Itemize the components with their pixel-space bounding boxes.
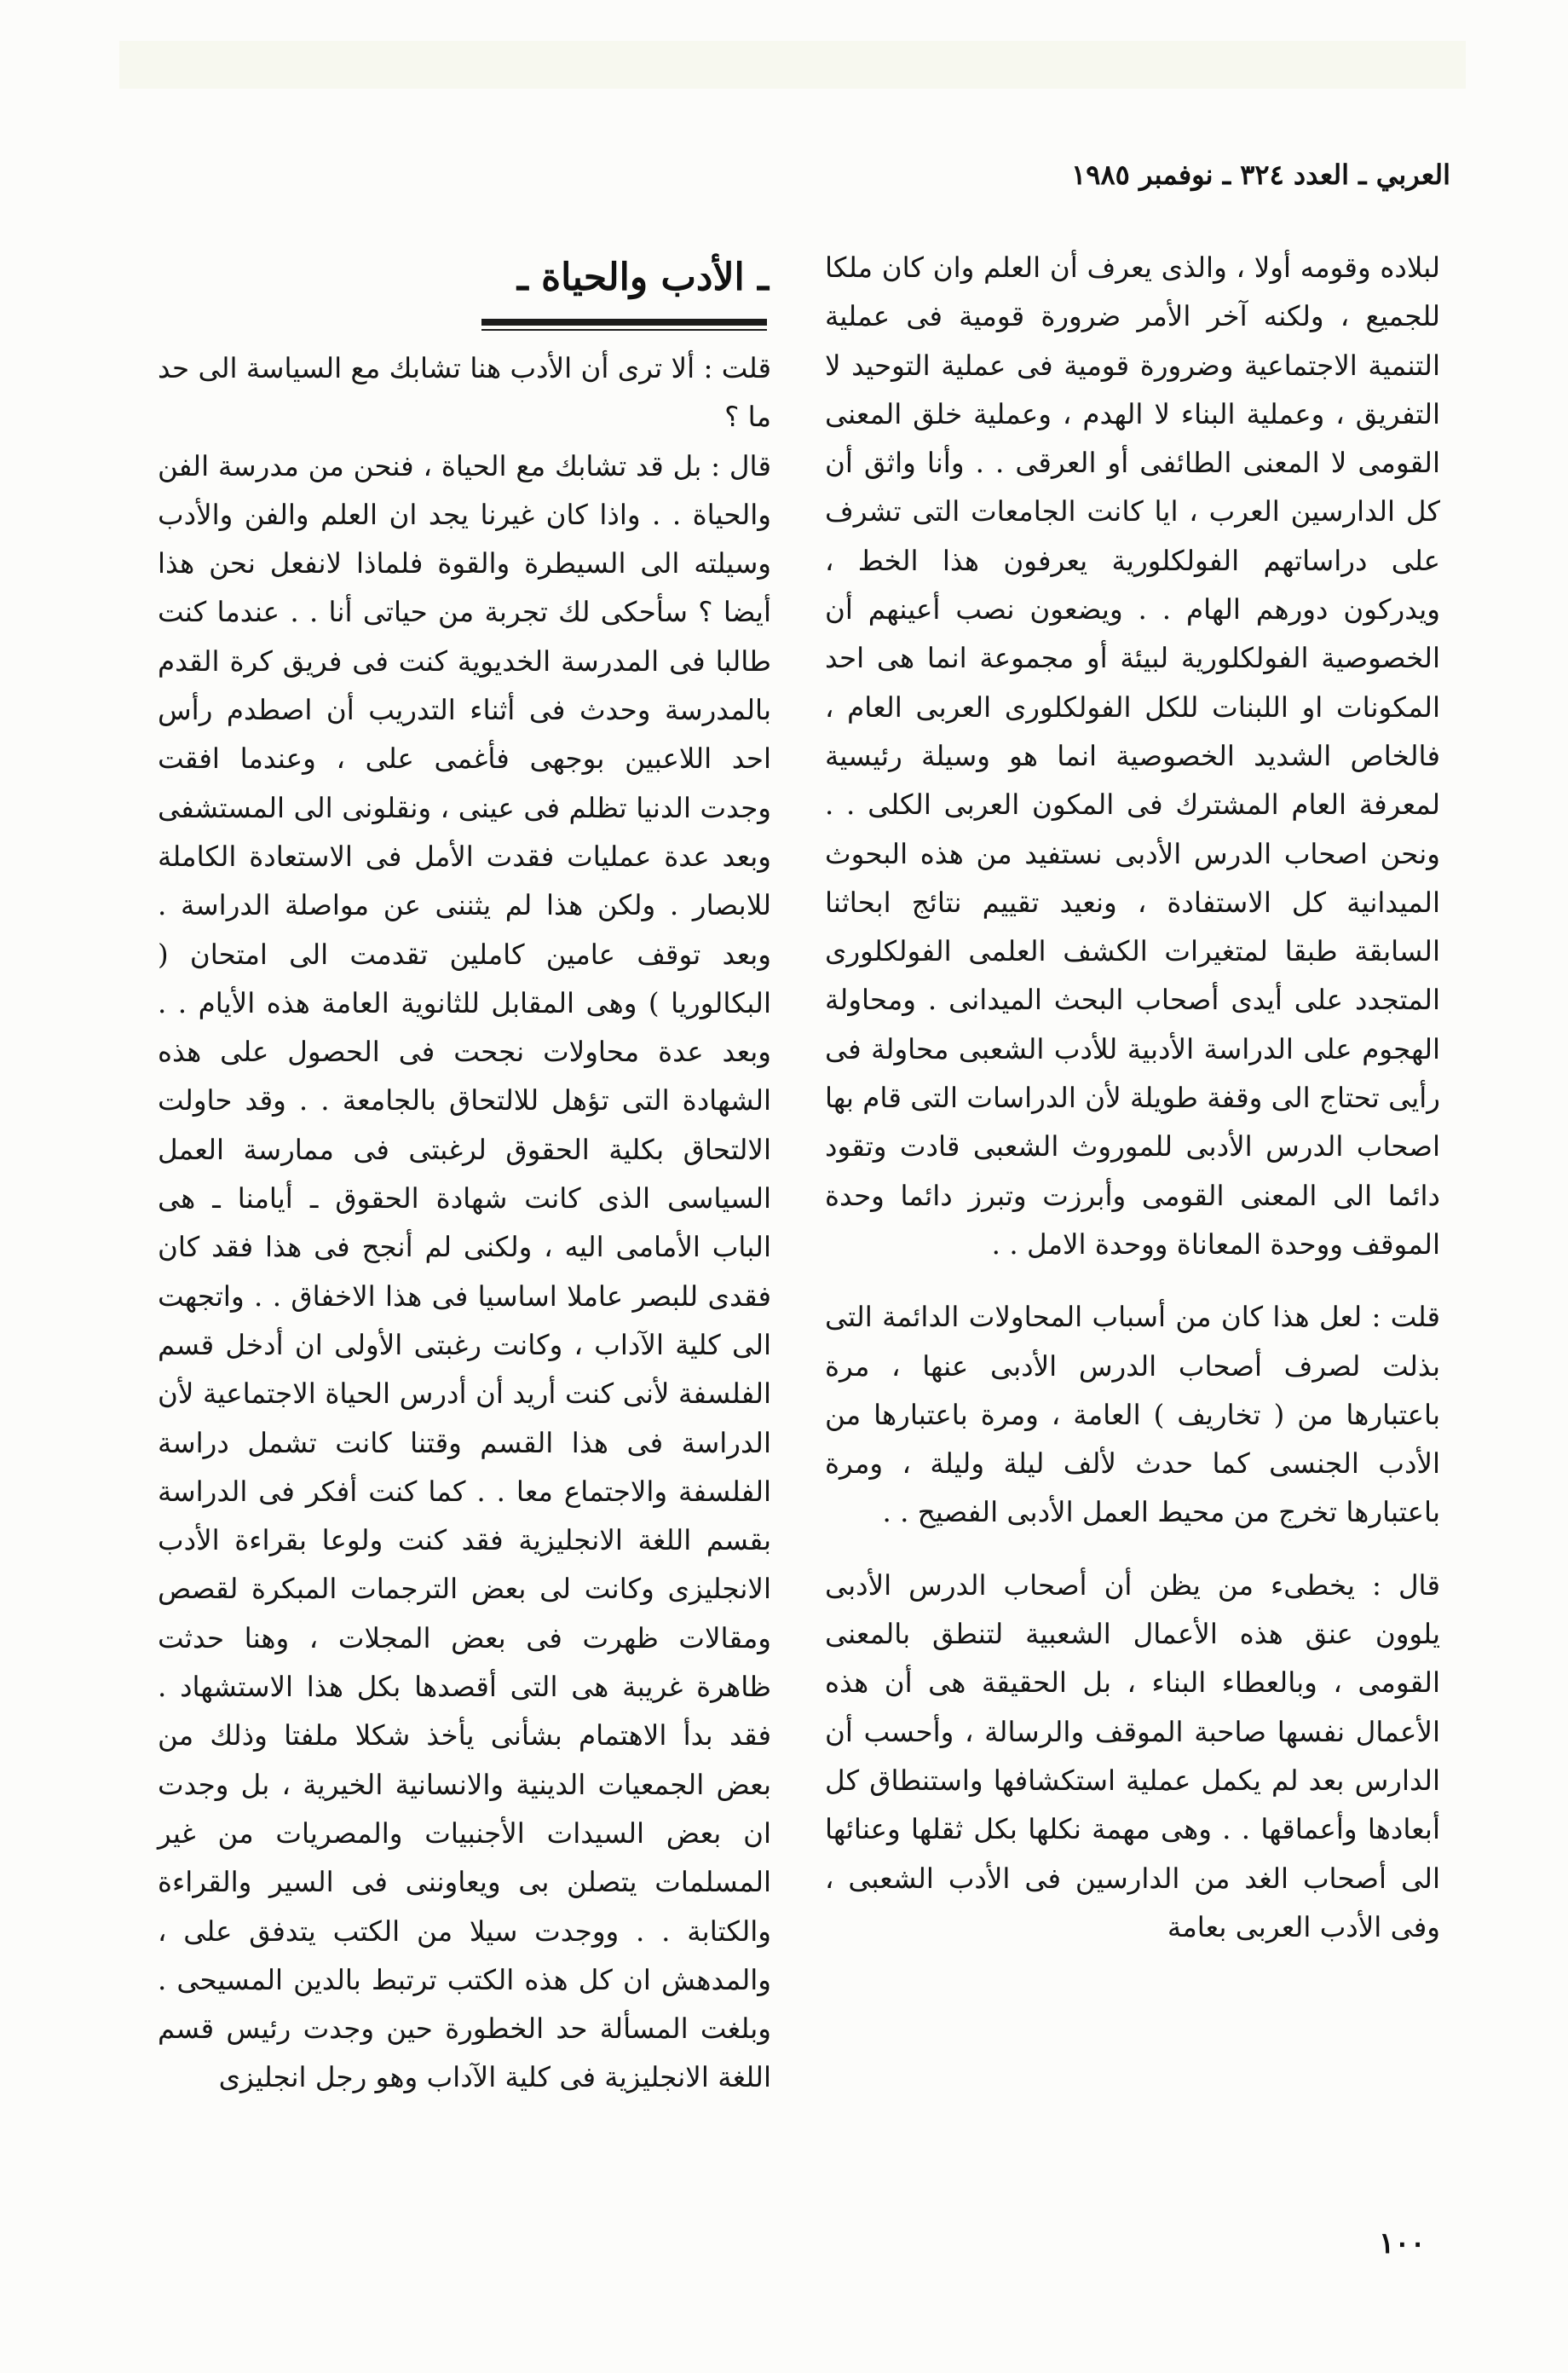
left-paragraph-1: قلت : ألا ترى أن الأدب هنا تشابك مع السياسة الى حد ما ؟ bbox=[158, 352, 771, 434]
right-paragraph-1: لبلاده وقومه أولا ، والذى يعرف أن العلم وان كان ملكا للجميع ، ولكنه آخر الأمر ضرورة قومية فى عملية التنمية الاجتماعية وضرورة قومية فى عملية التوحيد لا التفريق ، وعملية البناء لا الهدم ، وعملية خلق المعنى القومى لا المعنى الطائفى أو العرقى . . وأنا واثق أن كل الدارسين العرب ، ايا كانت الجامعات التى تشرف على دراساتهم الفولكلورية يعرفون هذا الخط ، ويدركون دورهم الهام . . ويضعون نصب أعينهم أن الخصوصية الفولكلورية لبيئة أو مجموعة انما هى احد المكونات او اللبنات للكل الفولكلورى العربى العام ، فالخاص الشديد الخصوصية انما هو وسيلة رئيسية لمعرفة العام المشترك فى المكون العربى الكلى . . ونحن اصحاب الدرس الأدبى نستفيد من هذه البحوث الميدانية كل الاستفادة ، ونعيد تقييم نتائج ابحاثنا السابقة طبقا لمتغيرات الكشف العلمى الفولكلورى المتجدد على أيدى أصحاب البحث الميدانى . ومحاولة الهجوم على الدراسة الأدبية للأدب الشعبى محاولة فى رأيى تحتاج الى وقفة طويلة لأن الدراسات التى قام بها اصحاب الدرس الأدبى للموروث الشعبى قادت وتقود دائما الى المعنى القومى وأبرزت وتبرز دائما وحدة الموقف ووحدة المعاناة ووحدة الامل . . bbox=[825, 251, 1440, 1261]
page-number: ١٠٠ bbox=[1379, 2226, 1426, 2260]
left-paragraph-2: قال : بل قد تشابك مع الحياة ، فنحن من مدرسة الفن والحياة . . واذا كان غيرنا يجد ان العلم والفن والأدب وسيلته الى السيطرة والقوة فلماذا لانفعل نحن هذا أيضا ؟ سأحكى لك تجربة من حياتى أنا . . عندما كنت طالبا فى المدرسة الخديوية كنت فى فريق كرة القدم بالمدرسة وحدث فى أثناء التدريب أن اصطدم رأس احد اللاعبين بوجهى فأغمى على ، وعندما افقت وجدت الدنيا تظلم فى عينى ، ونقلونى الى المستشفى وبعد عدة عمليات فقدت الأمل فى الاستعادة الكاملة للابصار . ولكن هذا لم يثننى عن مواصلة الدراسة . وبعد توقف عامين كاملين تقدمت الى امتحان ( البكالوريا ) وهى المقابل للثانوية العامة هذه الأيام . . وبعد عدة محاولات نجحت فى الحصول على هذه الشهادة التى تؤهل للالتحاق بالجامعة . . وقد حاولت الالتحاق بكلية الحقوق لرغبتى فى ممارسة العمل السياسى الذى كانت شهادة الحقوق ـ أيامنا ـ هى الباب الأمامى اليه ، ولكنى لم أنجح فى هذا فقد كان فقدى للبصر عاملا اساسيا فى هذا الاخفاق . . واتجهت الى كلية الآداب ، وكانت رغبتى الأولى ان أدخل قسم الفلسفة لأنى كنت أريد أن أدرس الحياة الاجتماعية لأن الدراسة فى هذا القسم وقتنا كانت تشمل دراسة الفلسفة والاجتماع معا . . كما كنت أفكر فى الدراسة بقسم اللغة الانجليزية فقد كنت ولوعا بقراءة الأدب الانجليزى وكانت لى بعض الترجمات المبكرة لقصص ومقالات ظهرت فى بعض المجلات ، وهنا حدثت ظاهرة غريبة هى التى أقصدها بكل هذا الاستشهاد . فقد بدأ الاهتمام بشأنى يأخذ شكلا ملفتا وذلك من بعض الجمعيات الدينية والانسانية الخيرية ، بل وجدت ان بعض السيدات الأجنبيات والمصريات من غير المسلمات يتصلن بى ويعاوننى فى السير والقراءة والكتابة . . ووجدت سيلا من الكتب يتدفق على ، والمدهش ان كل هذه الكتب ترتبط بالدين المسيحى . وبلغت المسألة حد الخطورة حين وجدت رئيس قسم اللغة الانجليزية فى كلية الآداب وهو رجل انجليزى bbox=[158, 449, 771, 2094]
section-title: ـ الأدب والحياة ـ bbox=[516, 256, 769, 299]
right-column bbox=[825, 244, 1440, 1952]
running-header: العربي ـ العدد ٣٢٤ ـ نوفمبر ١٩٨٥ bbox=[1071, 159, 1450, 191]
right-paragraph-2: قلت : لعل هذا كان من أسباب المحاولات الدائمة التى بذلت لصرف أصحاب الدرس الأدبى عنها ، مرة باعتبارها من ( تخاريف ) العامة ، ومرة باعتبارها من الأدب الجنسى كما حدث لألف ليلة وليلة ، ومرة باعتبارها تخرج من محيط العمل الأدبى الفصيح . . bbox=[825, 1301, 1440, 1529]
section-title-rule bbox=[481, 319, 767, 326]
right-paragraph-3: قال : يخطىء من يظن أن أصحاب الدرس الأدبى يلوون عنق هذه الأعمال الشعبية لتنطق بالمعنى القومى ، وبالعطاء البناء ، بل الحقيقة هى أن هذه الأعمال نفسها صاحبة الموقف والرسالة ، وأحسب أن الدارس بعد لم يكمل عملية استكشافها واستنطاق كل أبعادها وأعماقها . . وهى مهمة نكلها بكل ثقلها وعنائها الى أصحاب الغد من الدارسين فى الأدب الشعبى ، وفى الأدب العربى بعامة bbox=[825, 1568, 1440, 1943]
left-column bbox=[158, 344, 771, 2103]
scan-shadow-band bbox=[119, 41, 1466, 89]
section-title-rule-thin bbox=[481, 329, 767, 331]
